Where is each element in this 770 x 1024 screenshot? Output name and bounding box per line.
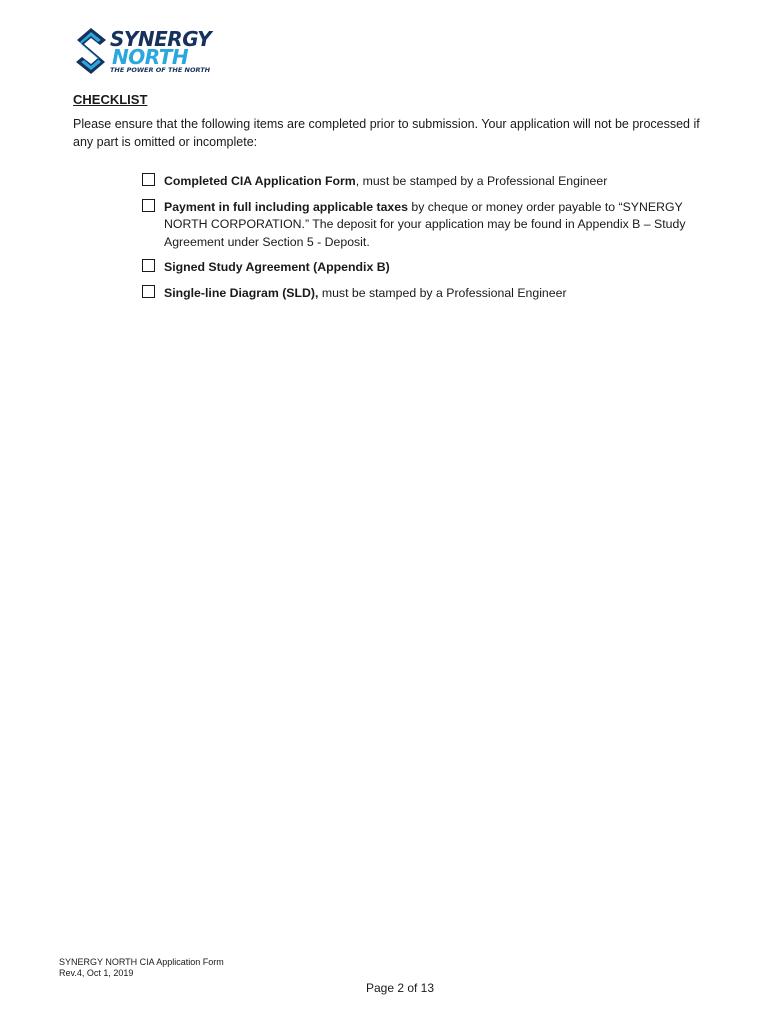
checkbox-payment[interactable]: [142, 199, 155, 212]
checklist-item-title: Completed CIA Application Form: [164, 174, 356, 188]
checklist-item-application-form: [142, 173, 723, 191]
checkbox-sld[interactable]: [142, 285, 155, 298]
checklist-items: [73, 173, 723, 302]
footer-form-name: SYNERGY NORTH CIA Application Form: [59, 957, 224, 967]
logo-tagline: THE POWER OF THE NORTH: [110, 66, 211, 74]
checklist-section: [73, 92, 723, 310]
checklist-intro: Please ensure that the following items are completed prior to submission. Your application will not be processed if any part is omitted or incomplete:: [73, 117, 700, 149]
synergy-north-s-logo-icon: [74, 26, 108, 76]
checklist-heading: CHECKLIST: [73, 92, 148, 107]
page-number: Page 2 of 13: [365, 981, 435, 995]
checklist-item-detail: must be stamped by a Professional Engineer: [318, 285, 567, 300]
footer-form-info: [59, 957, 224, 979]
checklist-item-title: Payment in full including applicable taxes: [164, 199, 408, 214]
logo-wordmark-north: NORTH: [112, 45, 189, 69]
footer-revision: Rev.4, Oct 1, 2019: [59, 968, 134, 978]
checklist-item-study-agreement: [142, 259, 723, 277]
checklist-item-title: Single-line Diagram (SLD),: [164, 285, 319, 300]
checkbox-application-form[interactable]: [142, 173, 155, 186]
checklist-item-detail: by cheque or money order payable to “SYNERGY NORTH CORPORATION.” The deposit for your application may be found in Appendix B – Study Agreement under Section 5 - Deposit.: [164, 199, 686, 249]
checklist-item-sld: [142, 285, 723, 303]
checklist-item-detail: , must be stamped by a Professional Engineer: [355, 174, 608, 188]
logo-wordmark-synergy: SYNERGY: [110, 27, 212, 51]
company-logo: [74, 26, 234, 76]
checkbox-study-agreement[interactable]: [142, 259, 155, 272]
checklist-item-title: Signed Study Agreement (Appendix B): [164, 260, 390, 274]
checklist-item-payment: [142, 199, 723, 252]
